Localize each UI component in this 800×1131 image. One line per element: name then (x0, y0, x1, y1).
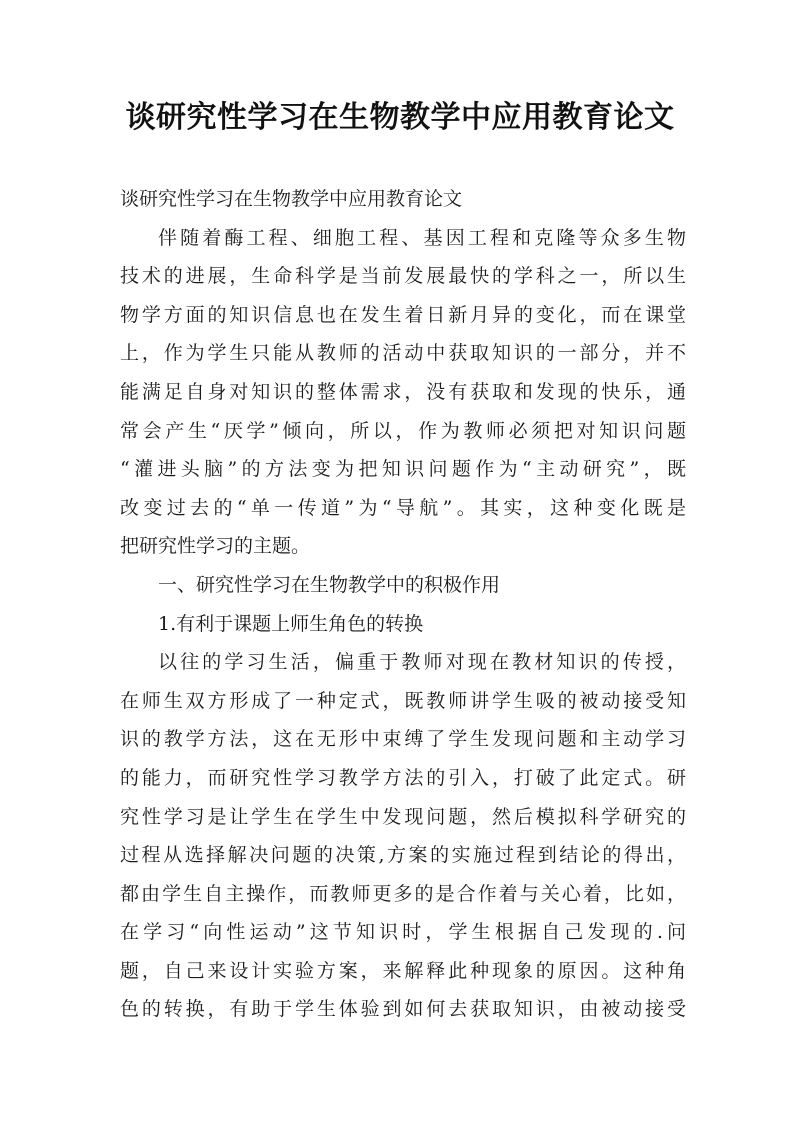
body-line: 以往的学习生活，偏重于教师对现在教材知识的传授， (158, 651, 686, 674)
body-line: 改变过去的“单一传道”为“导航”。其实，这种变化既是 (120, 496, 686, 519)
body-line: 伴随着酶工程、细胞工程、基因工程和克隆等众多生物 (158, 226, 686, 249)
body-line: 上，作为学生只能从教师的活动中获取知识的一部分，并不 (120, 342, 686, 365)
body-line: 物学方面的知识信息也在发生着日新月异的变化，而在课堂 (120, 303, 686, 326)
body-line: 题，自己来设计实验方案，来解释此种现象的原因。这种角 (120, 959, 686, 982)
body-line: 谈研究性学习在生物教学中应用教育论文 (120, 188, 463, 210)
body-line: 在师生双方形成了一种定式，既教师讲学生吸的被动接受知 (120, 689, 686, 712)
body-line: 常会产生“厌学”倾向，所以，作为教师必须把对知识问题 (120, 419, 686, 442)
body-line: 把研究性学习的主题。 (120, 535, 311, 558)
body-line: 一、研究性学习在生物教学中的积极作用 (158, 573, 501, 596)
document-title: 谈研究性学习在生物教学中应用教育论文 (125, 100, 675, 135)
body-line: 色的转换，有助于学生体验到如何去获取知识，由被动接受 (120, 998, 686, 1021)
body-line: “灌进头脑”的方法变为把知识问题作为“主动研究”，既 (120, 458, 686, 481)
body-line: 过程从选择解决问题的决策,方案的实施过程到结论的得出， (120, 844, 686, 867)
body-line: 识的教学方法，这在无形中束缚了学生发现问题和主动学习 (120, 728, 686, 751)
body-line: 的能力，而研究性学习教学方法的引入，打破了此定式。研 (120, 766, 686, 789)
body-line: 在学习“向性运动”这节知识时，学生根据自己发现的.问 (120, 921, 686, 944)
body-line: 都由学生自主操作，而教师更多的是合作着与关心着，比如， (120, 882, 686, 905)
body-line: 技术的进展，生命科学是当前发展最快的学科之一，所以生 (120, 265, 686, 288)
document-body (120, 180, 686, 1029)
body-line: 究性学习是让学生在学生中发现问题，然后模拟科学研究的 (120, 805, 686, 828)
body-line: 1.有利于课题上师生角色的转换 (158, 612, 424, 635)
body-line: 能满足自身对知识的整体需求，没有获取和发现的快乐，通 (120, 380, 686, 403)
